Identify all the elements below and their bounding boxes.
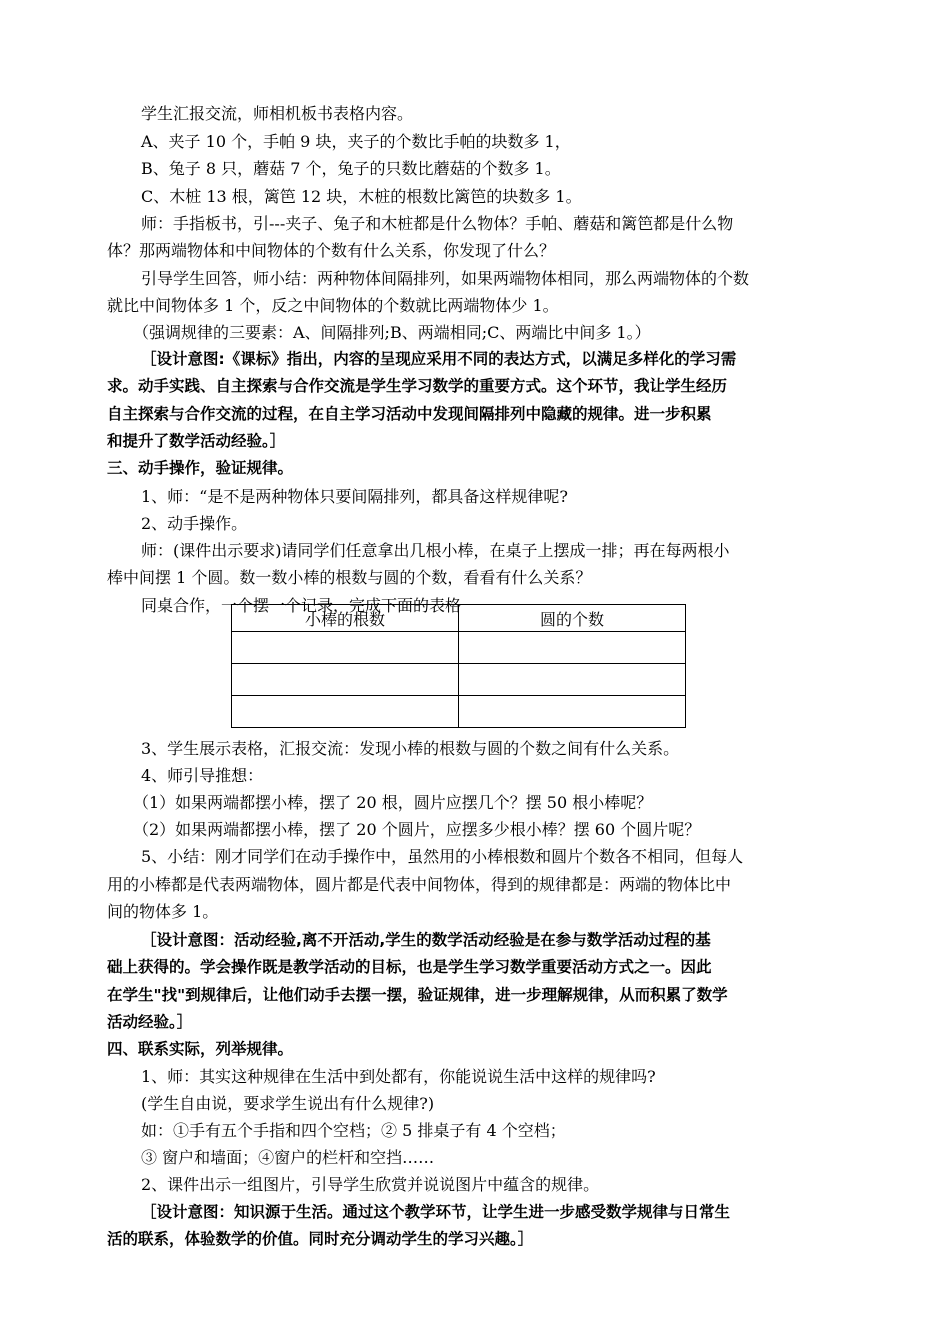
table-header-cell: 小棒的根数 [232,605,459,632]
paragraph-line: 用的小棒都是代表两端物体，圆片都是代表中间物体，得到的规律都是：两端的物体比中 [107,875,732,894]
design-intent-line: 自主探索与合作交流的过程，在自主学习活动中发现间隔排列中隐藏的规律。进一步积累 [107,405,712,423]
table-row [232,632,686,664]
paragraph-line: A、夹子 10 个，手帕 9 块，夹子的个数比手帕的块数多 1， [141,132,571,151]
paragraph-line: （2）如果两端都摆小棒，摆了 20 个圆片，应摆多少根小棒？摆 60 个圆片呢？ [133,820,701,839]
paragraph-line: 2、动手操作。 [141,514,248,533]
table-row [232,664,686,696]
paragraph-line: 间的物体多 1。 [107,902,219,921]
paragraph-line: 3、学生展示表格，汇报交流：发现小棒的根数与圆的个数之间有什么关系。 [141,739,680,758]
paragraph-line: C、木桩 13 根，篱笆 12 块，木桩的根数比篱笆的块数多 1。 [141,187,582,206]
table-header-row [232,605,686,632]
paragraph-line: （强调规律的三要素：A、间隔排列;B、两端相同;C、两端比中间多 1。） [133,323,651,342]
paragraph-line: B、兔子 8 只，蘑菇 7 个，兔子的只数比蘑菇的个数多 1。 [141,159,561,178]
table-cell [232,696,459,728]
table-cell [459,632,686,664]
table-header-cell: 圆的个数 [459,605,686,632]
design-intent-line: 和提升了数学活动经验。］ [107,432,286,450]
table-cell [232,664,459,696]
design-intent-line: 活动经验。］ [107,1013,193,1031]
design-intent-line: ［设计意图：活动经验,离不开活动,学生的数学活动经验是在参与数学活动过程的基 [141,931,711,949]
paragraph-line: 同桌合作，一个摆一个记录，完成下面的表格 [141,596,462,615]
design-intent-line: 础上获得的。学会操作既是教学活动的目标，也是学生学习数学重要活动方式之一。因此 [107,958,712,976]
paragraph-line: 5、小结：刚才同学们在动手操作中，虽然用的小棒根数和圆片个数各不相同，但每人 [141,847,744,866]
record-table [231,604,686,728]
section-heading: 四、联系实际，列举规律。 [107,1040,294,1058]
design-intent-line: ［设计意图：知识源于生活。通过这个教学环节，让学生进一步感受数学规律与日常生 [141,1203,731,1221]
paragraph-line: (学生自由说，要求学生说出有什么规律?) [141,1094,435,1113]
design-intent-line: 活的联系，体验数学的价值。同时充分调动学生的学习兴趣。］ [107,1230,534,1248]
paragraph-line: 体？那两端物体和中间物体的个数有什么关系，你发现了什么？ [107,241,556,260]
design-intent-line: ［设计意图:《课标》指出，内容的呈现应采用不同的表达方式，以满足多样化的学习需 [141,350,737,368]
section-heading: 三、动手操作，验证规律。 [107,459,294,477]
paragraph-line: 2、课件出示一组图片，引导学生欣赏并说说图片中蕴含的规律。 [141,1175,600,1194]
paragraph-line: （1）如果两端都摆小棒，摆了 20 根，圆片应摆几个？摆 50 根小棒呢？ [133,793,653,812]
paragraph-line: 师：手指板书，引---夹子、兔子和木桩都是什么物体？手帕、蘑菇和篱笆都是什么物 [141,214,734,233]
table-cell [459,696,686,728]
paragraph-line: 如：①手有五个手指和四个空档；② 5 排桌子有 4 个空档； [141,1121,566,1140]
paragraph-line: 4、师引导推想： [141,766,264,785]
paragraph-line: 就比中间物体多 1 个，反之中间物体的个数就比两端物体少 1。 [107,296,559,315]
table-cell [232,632,459,664]
paragraph-line: 学生汇报交流，师相机板书表格内容。 [141,104,414,123]
paragraph-line: ③ 窗户和墙面；④窗户的栏杆和空挡…… [141,1148,435,1167]
paragraph-line: 引导学生回答，师小结：两种物体间隔排列，如果两端物体相同，那么两端物体的个数 [141,269,750,288]
paragraph-line: 师：(课件出示要求)请同学们任意拿出几根小棒，在桌子上摆成一排；再在每两根小 [141,541,730,560]
design-intent-line: 在学生"找"到规律后，让他们动手去摆一摆，验证规律，进一步理解规律，从而积累了数学 [107,986,728,1004]
paragraph-line: 1、师：其实这种规律在生活中到处都有，你能说说生活中这样的规律吗? [141,1067,656,1086]
table-cell [459,664,686,696]
paragraph-line: 1、师：“是不是两种物体只要间隔排列，都具备这样规律呢? [141,487,568,506]
paragraph-line: 棒中间摆 1 个圆。数一数小棒的根数与圆的个数，看看有什么关系？ [107,568,592,587]
design-intent-line: 求。动手实践、自主探索与合作交流是学生学习数学的重要方式。这个环节，我让学生经历 [107,377,728,395]
table-row [232,696,686,728]
